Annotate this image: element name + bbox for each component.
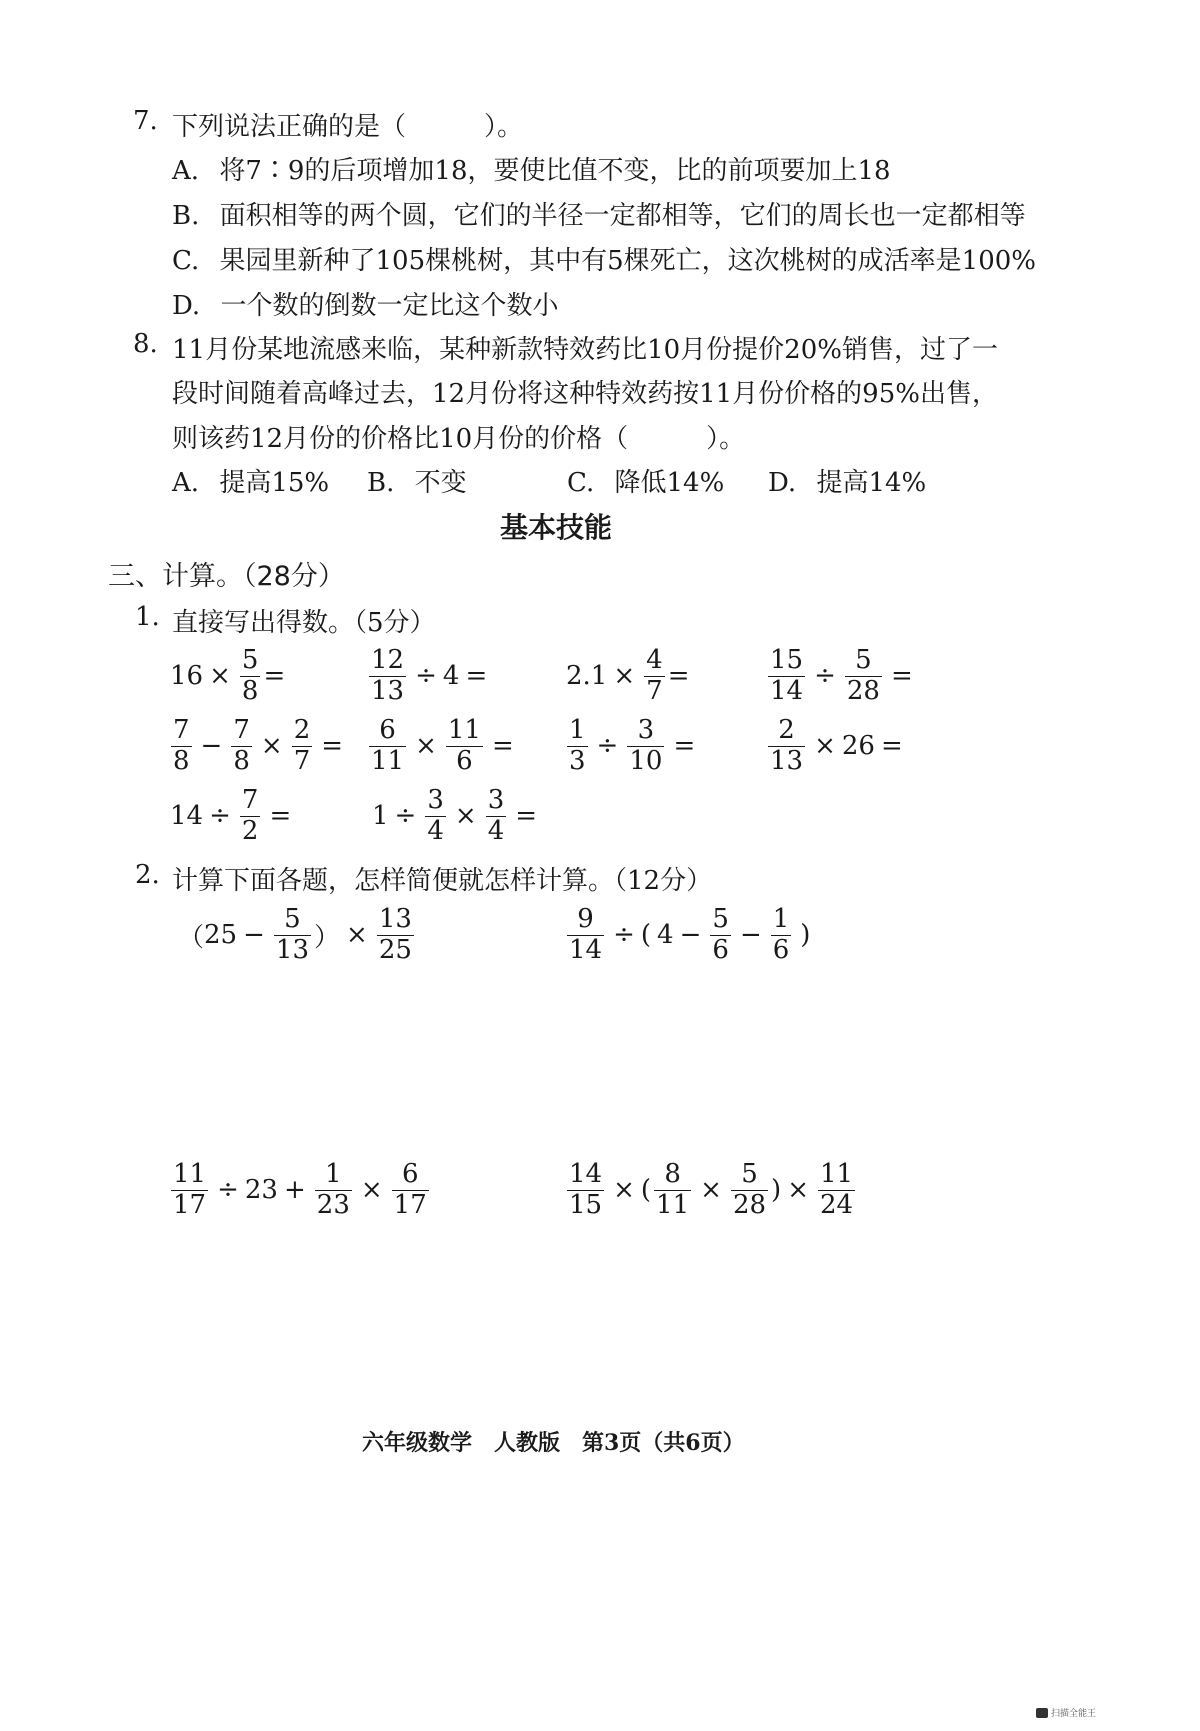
q8-number: 8. (133, 329, 158, 359)
numerator: 7 (173, 715, 190, 745)
q8-option-c (567, 462, 724, 499)
numerator: 11 (173, 1159, 207, 1189)
simplify-expr-3 (168, 1160, 432, 1221)
number: 26 (841, 731, 875, 762)
direct-expr-r2c4 (765, 716, 909, 777)
denominator: 13 (770, 745, 804, 776)
denominator: 25 (378, 934, 412, 965)
q7-option-b (172, 195, 1026, 232)
numerator: 1 (569, 715, 586, 745)
denominator: 7 (293, 745, 311, 776)
numerator: 3 (427, 785, 444, 815)
fraction (818, 1160, 855, 1221)
operator: × (787, 1175, 809, 1206)
option-text: 面积相等的两个圆，它们的半径一定都相等，它们的周长也一定都相等 (219, 201, 1026, 231)
denominator: 17 (173, 1189, 207, 1220)
equals: = (321, 731, 344, 762)
fraction (771, 905, 792, 966)
numerator: 2 (293, 715, 311, 745)
fraction (845, 646, 882, 707)
operator: × (360, 1175, 383, 1206)
numerator: 5 (274, 905, 311, 936)
equals: = (263, 661, 286, 692)
fraction (768, 646, 805, 707)
q8-option-d (768, 462, 926, 499)
q7-option-c (172, 240, 1036, 277)
operator: × (814, 731, 836, 762)
page-footer: 六年级数学 人教版 第3页（共6页） (362, 1430, 745, 1456)
operator: × (346, 920, 368, 951)
numerator: 5 (845, 646, 882, 677)
option-text: 一个数的倒数一定比这个数小 (220, 291, 559, 321)
denominator: 2 (241, 815, 259, 846)
q7-option-a (172, 150, 891, 187)
numerator: 5 (712, 904, 729, 934)
operator: − (739, 920, 762, 951)
option-label: C. (172, 246, 200, 276)
numerator: 2 (768, 716, 805, 747)
numerator: 11 (447, 715, 481, 745)
denominator: 11 (371, 745, 405, 776)
operator: ÷ (217, 1175, 239, 1206)
operator: ÷ (415, 661, 437, 692)
fraction (768, 716, 805, 777)
denominator: 24 (819, 1189, 854, 1220)
fraction (240, 786, 261, 847)
operator: + (283, 1175, 306, 1206)
fraction (710, 905, 731, 966)
denominator: 23 (316, 1189, 350, 1220)
number: 1 (372, 801, 389, 832)
denominator: 13 (371, 675, 405, 706)
numerator: 15 (770, 645, 804, 675)
right-paren: ) (771, 1175, 782, 1206)
numerator: 4 (646, 645, 663, 675)
fraction (369, 716, 406, 777)
operator: × (415, 731, 437, 762)
equals: = (491, 731, 514, 762)
direct-expr-r1c2 (366, 646, 493, 707)
equals: = (890, 661, 913, 692)
fraction (171, 716, 192, 777)
operator: ÷ (596, 731, 619, 762)
q8-option-a (172, 462, 329, 499)
sub2-number: 2. (135, 860, 160, 890)
direct-expr-r3c2 (372, 786, 543, 847)
numerator: 14 (569, 1159, 603, 1189)
denominator: 4 (427, 815, 444, 846)
fraction (292, 716, 313, 777)
fraction (369, 646, 406, 707)
fraction (392, 1160, 429, 1221)
q7-stem: 下列说法正确的是（ ）。 (172, 112, 524, 142)
fraction (644, 646, 665, 707)
denominator: 14 (770, 675, 804, 706)
numerator: 11 (819, 1159, 854, 1189)
simplify-expr-1 (178, 905, 417, 966)
number: 16 (170, 661, 204, 692)
denominator: 13 (275, 934, 309, 965)
number: 2.1 (566, 661, 608, 692)
fraction (231, 716, 252, 777)
equals: = (269, 801, 292, 832)
denominator: 8 (241, 675, 259, 706)
scanner-logo-icon (1036, 1708, 1048, 1718)
option-text: 果园里新种了105棵桃树，其中有5棵死亡，这次桃树的成活率是100% (219, 246, 1036, 276)
denominator: 4 (487, 815, 505, 846)
denominator: 6 (772, 934, 790, 965)
equals: = (880, 731, 903, 762)
direct-expr-r2c2 (366, 716, 520, 777)
section-heading: 基本技能 (500, 511, 613, 544)
right-paren: ) (800, 920, 811, 951)
direct-expr-r1c1 (170, 646, 285, 707)
fraction (240, 646, 261, 707)
operator: ÷ (394, 801, 417, 832)
q8-option-b (367, 462, 467, 499)
fraction (567, 1160, 604, 1221)
denominator: 8 (233, 745, 250, 776)
operator: × (700, 1175, 722, 1206)
numerator: 7 (233, 715, 250, 745)
fraction (315, 1160, 352, 1221)
operator: ÷ (209, 801, 231, 832)
operator: ÷ (814, 661, 836, 692)
operator: × (209, 661, 231, 692)
option-label: A. (172, 468, 200, 498)
option-label: B. (172, 201, 200, 231)
scanner-watermark (1036, 1706, 1096, 1719)
fraction (627, 716, 664, 777)
equals: = (673, 731, 696, 762)
numerator: 1 (772, 904, 790, 934)
denominator: 3 (569, 745, 586, 776)
fraction (567, 905, 604, 966)
operator: × (613, 661, 636, 692)
option-label: D. (768, 468, 797, 498)
number: 14 (170, 801, 204, 832)
option-text: 提高14% (816, 468, 927, 498)
fraction (567, 716, 588, 777)
option-label: A. (172, 156, 200, 186)
direct-expr-r1c4 (765, 646, 919, 707)
operator: ÷ (613, 920, 635, 951)
operator: × (454, 801, 477, 832)
number: 23 (244, 1175, 278, 1206)
direct-expr-r2c1 (168, 716, 349, 777)
option-text: 提高15% (219, 468, 330, 498)
numerator: 7 (241, 785, 259, 815)
denominator: 8 (173, 745, 190, 776)
part3-title: 三、计算。（28分） (108, 561, 345, 592)
simplify-expr-2 (564, 905, 810, 966)
fraction (654, 1160, 691, 1221)
sub1-text: 直接写出得数。（5分） (172, 608, 436, 638)
direct-expr-r1c3 (566, 646, 690, 707)
q7-option-d (172, 285, 558, 322)
option-text: 降低14% (614, 468, 725, 498)
q8-line-3: 则该药12月份的价格比10月份的价格（ ）。 (172, 424, 746, 454)
fraction (274, 905, 311, 966)
q7-number: 7. (133, 106, 158, 136)
equals: = (667, 661, 690, 692)
denominator: 28 (732, 1189, 767, 1220)
operator: × (260, 731, 283, 762)
q8-line-1: 11月份某地流感来临，某种新款特效药比10月份提价20%销售，过了一 (172, 335, 998, 365)
fraction (486, 786, 507, 847)
denominator: 14 (569, 934, 603, 965)
equals: = (465, 661, 488, 692)
denominator: 6 (456, 745, 473, 776)
numerator: 1 (315, 1160, 352, 1191)
denominator: 11 (656, 1189, 690, 1220)
operator: − (243, 920, 265, 951)
direct-expr-r2c3 (564, 716, 701, 777)
right-paren: ） (314, 922, 341, 953)
number: 4 (442, 661, 460, 692)
operator: × (613, 1175, 635, 1206)
denominator: 28 (846, 675, 880, 706)
numerator: 5 (241, 645, 259, 675)
numerator: 3 (627, 716, 664, 747)
fraction (446, 716, 483, 777)
option-label: C. (567, 468, 595, 498)
numerator: 13 (378, 904, 412, 934)
fraction (731, 1160, 768, 1221)
simplify-expr-4 (564, 1160, 858, 1221)
fraction (425, 786, 446, 847)
numerator: 3 (487, 785, 505, 815)
equals: = (515, 801, 538, 832)
denominator: 10 (629, 745, 663, 776)
numerator: 6 (392, 1160, 429, 1191)
numerator: 8 (654, 1160, 691, 1191)
denominator: 15 (569, 1189, 603, 1220)
sub2-text: 计算下面各题，怎样简便就怎样计算。（12分） (172, 866, 713, 896)
number: 25 (204, 920, 238, 951)
option-text: 将7∶9的后项增加18，要使比值不变，比的前项要加上18 (219, 156, 891, 186)
operator: − (679, 920, 702, 951)
numerator: 6 (369, 716, 406, 747)
left-paren: ( (640, 920, 652, 951)
option-label: B. (367, 468, 395, 498)
left-paren: （ (178, 922, 205, 953)
direct-expr-r3c1 (170, 786, 297, 847)
q8-line-2: 段时间随着高峰过去，12月份将这种特效药按11月份价格的95%出售， (172, 379, 998, 409)
fraction (377, 905, 414, 966)
watermark-text: 扫描全能王 (1051, 1709, 1097, 1719)
numerator: 5 (731, 1160, 768, 1191)
denominator: 6 (712, 934, 729, 965)
operator: − (200, 731, 223, 762)
numerator: 9 (567, 905, 604, 936)
numerator: 12 (371, 645, 405, 675)
fraction (171, 1160, 208, 1221)
denominator: 17 (393, 1189, 427, 1220)
option-label: D. (172, 291, 201, 321)
left-paren: ( (640, 1175, 652, 1206)
option-text: 不变 (414, 468, 467, 498)
number: 4 (657, 920, 674, 951)
sub1-number: 1. (135, 602, 160, 632)
denominator: 7 (646, 675, 663, 706)
